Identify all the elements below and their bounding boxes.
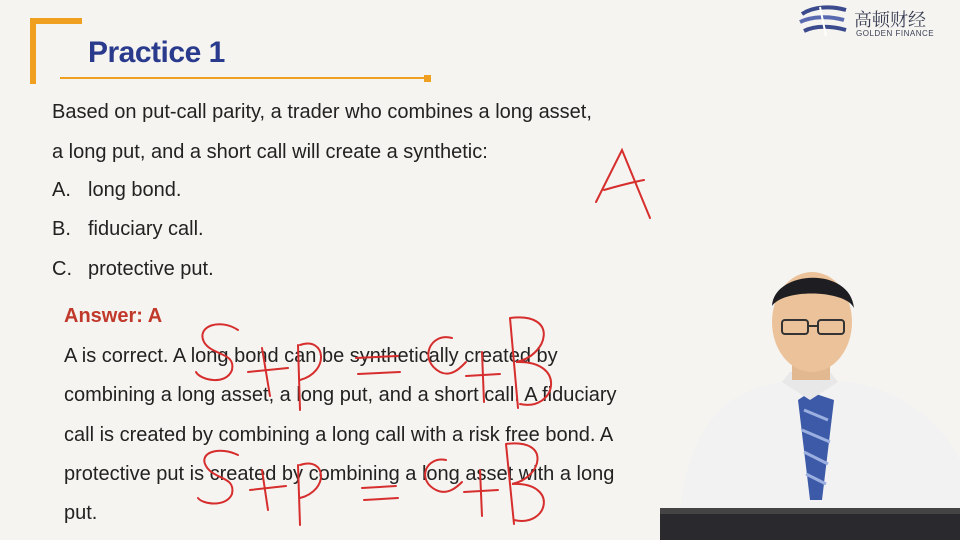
option-b <box>52 218 204 241</box>
answer-label: Answer: A <box>64 305 163 327</box>
logo-emblem-icon <box>796 4 852 40</box>
option-b-letter: B. <box>52 218 71 240</box>
presenter-video <box>660 250 960 540</box>
title-underline <box>60 77 428 79</box>
option-c-text: protective put. <box>88 258 214 280</box>
option-b-text: fiduciary call. <box>88 218 204 240</box>
golden-finance-logo <box>796 4 956 40</box>
slide-title: Practice 1 <box>88 36 225 69</box>
explanation-line-4: protective put is created by combining a long asset with a long <box>64 463 615 485</box>
option-a <box>52 179 181 202</box>
explanation-line-3: call is created by combining a long call with a risk free bond. A <box>64 424 614 446</box>
title-corner-bracket <box>30 18 82 84</box>
explanation-line-5: put. <box>64 502 98 524</box>
option-c <box>52 258 214 281</box>
option-a-text: long bond. <box>88 179 182 201</box>
logo-name: 高顿财经 <box>854 10 926 31</box>
option-c-letter: C. <box>52 258 72 280</box>
question-line-1: Based on put-call parity, a trader who combines a long asset, <box>52 101 592 123</box>
title-underline-end <box>424 75 431 82</box>
explanation-line-1: A is correct. A long bond can be synthetically created by <box>64 345 558 367</box>
option-a-letter: A. <box>52 179 71 201</box>
explanation-line-2: combining a long asset, a long put, and a short call. A fiduciary <box>64 384 617 406</box>
logo-subtitle: GOLDEN FINANCE <box>856 29 935 38</box>
question-line-2: a long put, and a short call will create a synthetic: <box>52 141 488 163</box>
